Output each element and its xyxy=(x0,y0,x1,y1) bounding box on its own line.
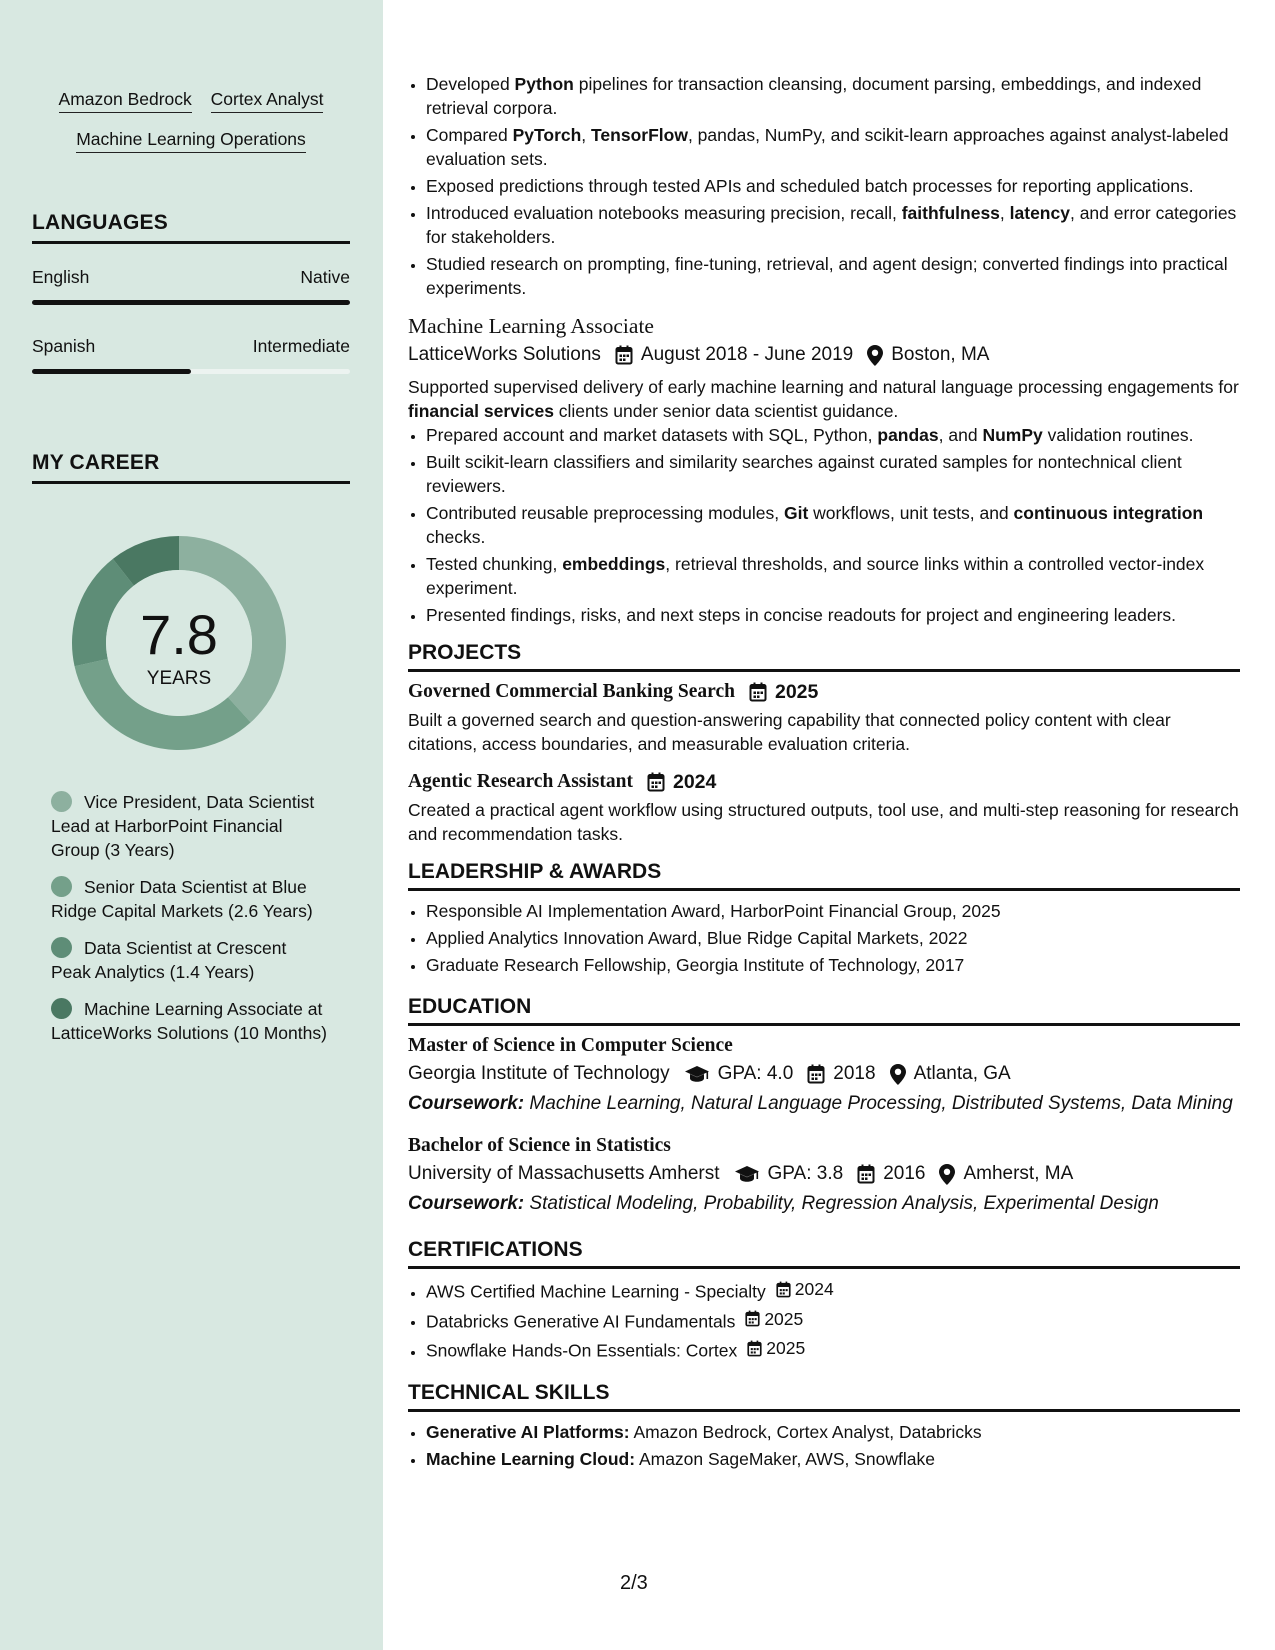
bullet-item: • Prepared account and market datasets with SQL, Python, pandas, and NumPy validation routines. xyxy=(426,423,1240,447)
bullet-item: • Studied research on prompting, fine-tuning, retrieval, and agent design; converted findings into practical experiments. xyxy=(426,252,1240,300)
career-legend-item xyxy=(51,936,331,984)
career-donut-chart xyxy=(64,528,294,758)
calendar-icon xyxy=(807,1064,825,1084)
education-heading: EDUCATION xyxy=(408,995,1240,1026)
language-proficiency-bar xyxy=(32,369,350,374)
awards-list xyxy=(408,899,1240,977)
legend-dot-icon xyxy=(51,876,72,897)
graduation-year: 2018 xyxy=(833,1063,876,1084)
language-name: English xyxy=(32,267,90,287)
skill-chip: Machine Learning Operations xyxy=(76,127,306,153)
certifications-list xyxy=(408,1277,1240,1363)
language-row xyxy=(32,336,350,357)
projects-heading: PROJECTS xyxy=(408,641,1240,672)
page-number: 2/3 xyxy=(620,1572,648,1594)
education-meta xyxy=(408,1062,1240,1086)
skill-item: • Generative AI Platforms: Amazon Bedrock, Cortex Analyst, Databricks xyxy=(426,1420,1240,1444)
career-legend-item xyxy=(51,875,331,923)
language-row xyxy=(32,267,350,288)
job-summary: Supported supervised delivery of early machine learning and natural language processing engagements for financial services clients under senior data scientist guidance. xyxy=(408,377,1239,421)
calendar-icon xyxy=(747,1340,762,1357)
bullet-item: • Tested chunking, embeddings, retrieval thresholds, and source links within a controlled vector-index experiment. xyxy=(426,552,1240,600)
award-item: • Responsible AI Implementation Award, HarborPoint Financial Group, 2025 xyxy=(426,899,1240,923)
legend-label: Data Scientist at Crescent Peak Analytics (1.4 Years) xyxy=(51,938,287,982)
legend-label: Senior Data Scientist at Blue Ridge Capital Markets (2.6 Years) xyxy=(51,877,313,921)
location-pin-icon xyxy=(890,1064,906,1085)
job-location: Boston, MA xyxy=(891,344,990,365)
skill-chip: Amazon Bedrock xyxy=(59,87,192,113)
language-proficiency-fill xyxy=(32,300,350,305)
gpa: GPA: 4.0 xyxy=(717,1063,794,1084)
education-meta xyxy=(408,1162,1240,1186)
degree-title: Bachelor of Science in Statistics xyxy=(408,1135,671,1156)
previous-job-bullets xyxy=(408,72,1240,300)
calendar-icon xyxy=(647,772,665,792)
bullet-item: • Contributed reusable preprocessing modules, Git workflows, unit tests, and continuous integration checks. xyxy=(426,501,1240,549)
career-unit: YEARS xyxy=(146,668,212,689)
bullet-item: • Built scikit-learn classifiers and similarity searches against curated samples for nontechnical client reviewers. xyxy=(426,450,1240,498)
legend-dot-icon xyxy=(51,998,72,1019)
certification-item: • Snowflake Hands-On Essentials: Cortex 2025 xyxy=(426,1336,1240,1363)
calendar-icon xyxy=(749,682,767,702)
job-dates: August 2018 - June 2019 xyxy=(640,344,854,365)
legend-dot-icon xyxy=(51,791,72,812)
project-title xyxy=(408,680,1240,704)
calendar-icon xyxy=(615,345,633,365)
school-name: University of Massachusetts Amherst xyxy=(408,1163,720,1184)
certification-item: • AWS Certified Machine Learning - Specialty 2024 xyxy=(426,1277,1240,1304)
job-company: LatticeWorks Solutions xyxy=(408,344,601,365)
project-name: Governed Commercial Banking Search xyxy=(408,681,735,702)
skill-chips xyxy=(32,87,350,167)
project-year: 2025 xyxy=(774,681,819,703)
technical-skills-list xyxy=(408,1420,1240,1471)
career-legend xyxy=(51,790,331,1058)
job-title: Machine Learning Associate xyxy=(408,314,654,338)
graduation-cap-icon xyxy=(734,1165,760,1183)
graduation-year: 2016 xyxy=(883,1163,926,1184)
awards-heading: LEADERSHIP & AWARDS xyxy=(408,860,1240,891)
career-legend-item xyxy=(51,790,331,862)
project-year: 2024 xyxy=(672,771,717,793)
calendar-icon xyxy=(857,1164,875,1184)
location-pin-icon xyxy=(867,345,883,366)
calendar-icon xyxy=(776,1281,791,1298)
school-location: Atlanta, GA xyxy=(913,1063,1011,1084)
sidebar xyxy=(0,0,383,1650)
project-description: Created a practical agent workflow using structured outputs, tool use, and multi-step reasoning for research and recommendation tasks. xyxy=(408,800,1239,844)
legend-label: Machine Learning Associate at LatticeWorks Solutions (10 Months) xyxy=(51,999,327,1043)
language-level: Intermediate xyxy=(252,336,350,356)
language-level: Native xyxy=(300,267,350,287)
technical-skills-heading: TECHNICAL SKILLS xyxy=(408,1381,1240,1412)
bullet-item: • Developed Python pipelines for transaction cleansing, document parsing, embeddings, and indexed retrieval corpora. xyxy=(426,72,1240,120)
skill-chip: Cortex Analyst xyxy=(211,87,324,113)
certification-item: • Databricks Generative AI Fundamentals 2025 xyxy=(426,1307,1240,1334)
location-pin-icon xyxy=(939,1164,955,1185)
degree-title: Master of Science in Computer Science xyxy=(408,1035,733,1056)
legend-label: Vice President, Data Scientist Lead at HarborPoint Financial Group (3 Years) xyxy=(51,792,315,860)
career-legend-item xyxy=(51,997,331,1045)
language-proficiency-bar xyxy=(32,300,350,305)
resume-main xyxy=(408,72,1240,1474)
project-title xyxy=(408,770,1240,794)
language-name: Spanish xyxy=(32,336,96,356)
bullet-item: • Introduced evaluation notebooks measuring precision, recall, faithfulness, latency, and error categories for stakeholders. xyxy=(426,201,1240,249)
school-name: Georgia Institute of Technology xyxy=(408,1063,670,1084)
gpa: GPA: 3.8 xyxy=(767,1163,844,1184)
coursework: Coursework: Statistical Modeling, Probability, Regression Analysis, Experimental Design xyxy=(408,1193,1159,1214)
skill-item: • Machine Learning Cloud: Amazon SageMaker, AWS, Snowflake xyxy=(426,1447,1240,1471)
bullet-item: • Presented findings, risks, and next steps in concise readouts for project and engineering leaders. xyxy=(426,603,1240,627)
school-location: Amherst, MA xyxy=(963,1163,1074,1184)
languages-heading: LANGUAGES xyxy=(32,211,350,244)
certifications-heading: CERTIFICATIONS xyxy=(408,1238,1240,1269)
bullet-item: • Exposed predictions through tested APIs and scheduled batch processes for reporting applications. xyxy=(426,174,1240,198)
calendar-icon xyxy=(745,1310,760,1327)
legend-dot-icon xyxy=(51,937,72,958)
bullet-item: • Compared PyTorch, TensorFlow, pandas, NumPy, and scikit-learn approaches against analyst-labeled evaluation sets. xyxy=(426,123,1240,171)
job-meta xyxy=(408,343,1240,367)
project-description: Built a governed search and question-answering capability that connected policy content with clear citations, access boundaries, and measurable evaluation criteria. xyxy=(408,710,1171,754)
coursework: Coursework: Machine Learning, Natural Language Processing, Distributed Systems, Data Mining xyxy=(408,1093,1233,1114)
award-item: • Applied Analytics Innovation Award, Blue Ridge Capital Markets, 2022 xyxy=(426,926,1240,950)
award-item: • Graduate Research Fellowship, Georgia Institute of Technology, 2017 xyxy=(426,953,1240,977)
career-heading: MY CAREER xyxy=(32,451,350,484)
graduation-cap-icon xyxy=(684,1065,710,1083)
job-bullets xyxy=(408,423,1240,627)
language-proficiency-fill xyxy=(32,369,191,374)
career-total: 7.8 xyxy=(140,603,218,666)
project-name: Agentic Research Assistant xyxy=(408,771,633,792)
